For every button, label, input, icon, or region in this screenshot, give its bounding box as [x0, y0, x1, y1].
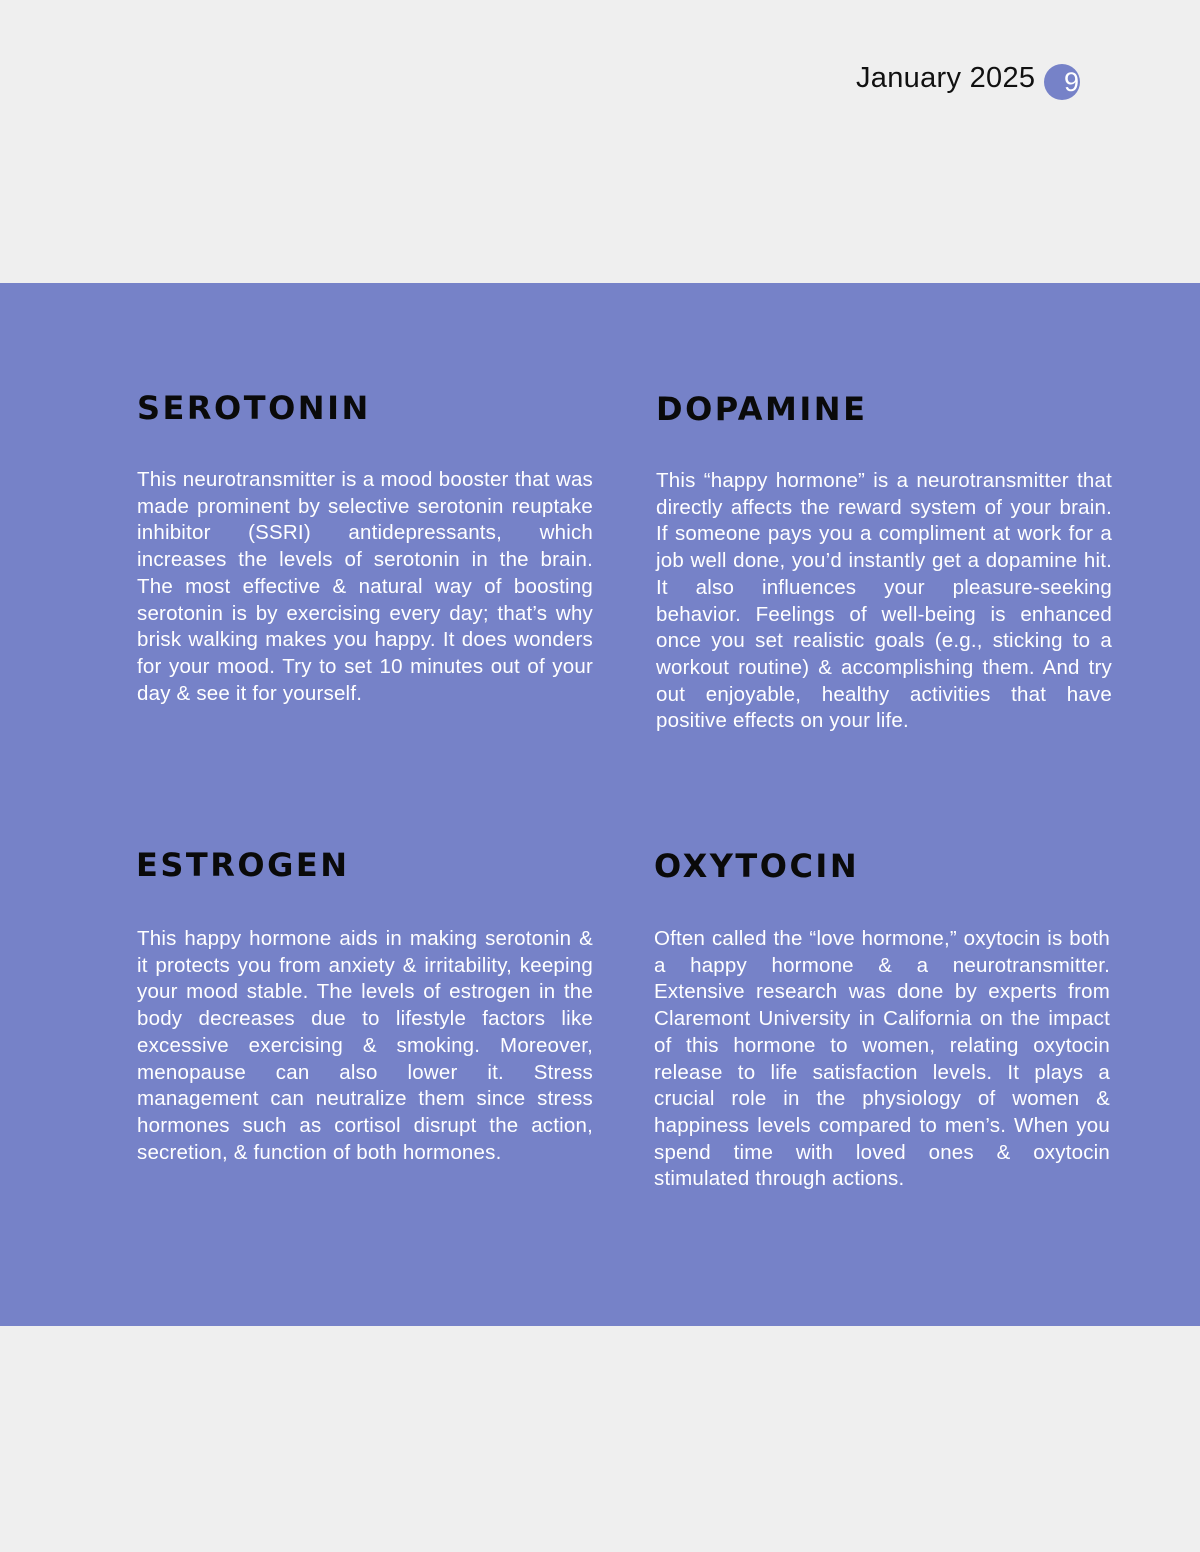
- section-body: This neurotransmitter is a mood booster that was made prominent by selective serotonin reuptake inhibitor (SSRI) antidepressants, which increases the levels of serotonin in the brain. The most effective & natural way of boosting serotonin is by exercising every day; that’s why brisk walking makes you happy. It does wonders for your mood. Try to set 10 minutes out of your day & see it for yourself.: [137, 468, 593, 705]
- section-dopamine: [656, 390, 1112, 733]
- issue-date: January 2025: [856, 62, 1036, 94]
- section-title: OXYTOCIN: [654, 847, 860, 885]
- section-estrogen: [136, 846, 593, 1164]
- section-body: This “happy hormone” is a neurotransmitter that directly affects the reward system of your brain. If someone pays you a compliment at work for a job well done, you’d instantly get a dopamine hit. It also influences your pleasure-seeking behavior. Feelings of well-being is enhanced once you set realistic goals (e.g., sticking to a workout routine) & accomplishing them. And try out enjoyable, healthy activities that have positive effects on your life.: [656, 469, 1112, 733]
- section-title: DOPAMINE: [656, 390, 868, 428]
- page-number: 9: [1064, 67, 1080, 97]
- section-body: This happy hormone aids in making serotonin & it protects you from anxiety & irritability, keeping your mood stable. The levels of estrogen in the body decreases due to lifestyle factors like excessive exercising & smoking. Moreover, menopause can also lower it. Stress management can neutralize them since stress hormones such as cortisol disrupt the action, secretion, & function of both hormones.: [137, 927, 593, 1164]
- section-oxytocin: [654, 847, 1110, 1191]
- section-serotonin: [137, 389, 593, 705]
- section-body: Often called the “love hormone,” oxytocin is both a happy hormone & a neurotransmitter. Extensive research was done by experts from Claremont University in California on the impact of this hormone to women, relating oxytocin release to life satisfaction levels. It plays a crucial role in the physiology of women & happiness levels compared to men’s. When you spend time with loved ones & oxytocin stimulated through actions.: [654, 927, 1110, 1191]
- section-title: SEROTONIN: [137, 389, 371, 427]
- section-title: ESTROGEN: [136, 846, 350, 884]
